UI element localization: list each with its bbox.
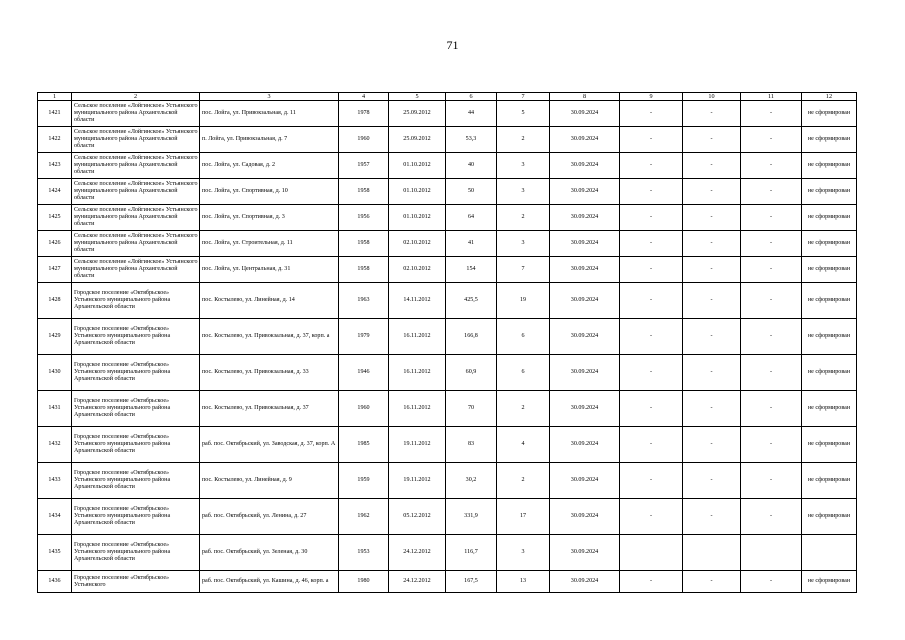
cell-col-9: - (620, 127, 683, 153)
cell-address: пос. Лойга, ул. Строительная, д. 11 (200, 231, 339, 257)
cell-area: 154 (446, 257, 497, 283)
cell-col-10: - (683, 179, 741, 205)
cell-col-11: - (741, 205, 802, 231)
table-row (38, 101, 857, 127)
cell-col-10: - (683, 391, 741, 427)
cell-status: не сформирован (802, 391, 857, 427)
table-row (38, 463, 857, 499)
cell-settlement-name: Сельское поселение «Лойгинское» Устьянского муниципального района Архангельской области (72, 179, 200, 205)
cell-col-11: - (741, 231, 802, 257)
cell-settlement-name: Городское поселение «Октябрьское» Устьянского муниципального района Архангельской области (72, 499, 200, 535)
cell-settlement-name: Городское поселение «Октябрьское» Устьянского муниципального района Архангельской области (72, 391, 200, 427)
column-number-row (38, 93, 857, 101)
cell-build-year: 1980 (339, 571, 389, 593)
cell-status: не сформирован (802, 355, 857, 391)
cell-deadline: 30.09.2024 (550, 257, 620, 283)
cell-area: 41 (446, 231, 497, 257)
cell-date: 01.10.2012 (389, 205, 446, 231)
table-row (38, 127, 857, 153)
cell-settlement-name: Городское поселение «Октябрьское» Устьянского муниципального района Архангельской области (72, 427, 200, 463)
table-row (38, 355, 857, 391)
cell-col-9: - (620, 231, 683, 257)
cell-deadline: 30.09.2024 (550, 101, 620, 127)
cell-col-11: - (741, 101, 802, 127)
column-header-6: 6 (446, 93, 497, 101)
cell-area: 30,2 (446, 463, 497, 499)
cell-build-year: 1953 (339, 535, 389, 571)
cell-count: 2 (497, 205, 550, 231)
cell-col-11: - (741, 257, 802, 283)
cell-row-number: 1429 (38, 319, 72, 355)
cell-area: 60,9 (446, 355, 497, 391)
table-row (38, 499, 857, 535)
cell-row-number: 1425 (38, 205, 72, 231)
cell-col-10: - (683, 499, 741, 535)
table-row (38, 257, 857, 283)
cell-row-number: 1434 (38, 499, 72, 535)
cell-settlement-name: Городское поселение «Октябрьское» Устьянского муниципального района Архангельской области (72, 535, 200, 571)
cell-col-10: - (683, 319, 741, 355)
cell-col-11: - (741, 463, 802, 499)
cell-deadline: 30.09.2024 (550, 319, 620, 355)
cell-build-year: 1960 (339, 127, 389, 153)
column-header-5: 5 (389, 93, 446, 101)
cell-count: 6 (497, 319, 550, 355)
cell-address: раб. пос. Октябрьский, ул. Кашина, д. 46, корп. а (200, 571, 339, 593)
cell-col-11: - (741, 355, 802, 391)
table-row (38, 153, 857, 179)
column-header-10: 10 (683, 93, 741, 101)
cell-settlement-name: Городское поселение «Октябрьское» Устьянского муниципального района Архангельской области (72, 463, 200, 499)
column-header-12: 12 (802, 93, 857, 101)
cell-count: 17 (497, 499, 550, 535)
cell-status: не сформирован (802, 463, 857, 499)
cell-count: 3 (497, 153, 550, 179)
cell-deadline: 30.09.2024 (550, 283, 620, 319)
cell-status: не сформирован (802, 205, 857, 231)
cell-col-11: - (741, 319, 802, 355)
table-row (38, 391, 857, 427)
cell-status: не сформирован (802, 127, 857, 153)
cell-col-10: - (683, 205, 741, 231)
column-header-4: 4 (339, 93, 389, 101)
cell-date: 25.09.2012 (389, 127, 446, 153)
cell-address: пос. Костылево, ул. Привокзальная, д. 37, корп. а (200, 319, 339, 355)
cell-status: не сформирован (802, 179, 857, 205)
table-row (38, 571, 857, 593)
table-row (38, 427, 857, 463)
cell-address: раб. пос. Октябрьский, ул. Ленина, д. 27 (200, 499, 339, 535)
cell-count: 2 (497, 127, 550, 153)
cell-settlement-name: Сельское поселение «Лойгинское» Устьянского муниципального района Архангельской области (72, 153, 200, 179)
cell-count: 2 (497, 391, 550, 427)
cell-col-10: - (683, 283, 741, 319)
cell-area: 331,9 (446, 499, 497, 535)
cell-col-10: - (683, 231, 741, 257)
table-row (38, 205, 857, 231)
cell-build-year: 1946 (339, 355, 389, 391)
cell-status: не сформирован (802, 101, 857, 127)
cell-col-9: - (620, 427, 683, 463)
cell-area: 50 (446, 179, 497, 205)
cell-date: 16.11.2012 (389, 391, 446, 427)
cell-deadline: 30.09.2024 (550, 535, 620, 571)
cell-build-year: 1958 (339, 257, 389, 283)
cell-col-9: - (620, 355, 683, 391)
cell-row-number: 1421 (38, 101, 72, 127)
cell-col-11: - (741, 427, 802, 463)
cell-count: 13 (497, 571, 550, 593)
cell-date: 24.12.2012 (389, 535, 446, 571)
table-row (38, 535, 857, 571)
cell-address: п. Лойга, ул. Привокзальная, д. 7 (200, 127, 339, 153)
cell-settlement-name: Городское поселение «Октябрьское» Устьянского муниципального района Архангельской области (72, 355, 200, 391)
cell-date: 16.11.2012 (389, 355, 446, 391)
cell-settlement-name: Сельское поселение «Лойгинское» Устьянского муниципального района Архангельской области (72, 127, 200, 153)
cell-deadline: 30.09.2024 (550, 231, 620, 257)
cell-deadline: 30.09.2024 (550, 391, 620, 427)
cell-col-9: - (620, 571, 683, 593)
cell-deadline: 30.09.2024 (550, 499, 620, 535)
cell-status: не сформирован (802, 427, 857, 463)
cell-build-year: 1958 (339, 231, 389, 257)
cell-col-10: - (683, 257, 741, 283)
cell-row-number: 1435 (38, 535, 72, 571)
cell-col-9: - (620, 101, 683, 127)
cell-status: не сформирован (802, 257, 857, 283)
cell-date: 19.11.2012 (389, 463, 446, 499)
cell-col-9: - (620, 205, 683, 231)
cell-settlement-name: Сельское поселение «Лойгинское» Устьянского муниципального района Архангельской области (72, 257, 200, 283)
cell-status (802, 535, 857, 571)
cell-area: 44 (446, 101, 497, 127)
cell-area: 116,7 (446, 535, 497, 571)
cell-status: не сформирован (802, 153, 857, 179)
column-header-9: 9 (620, 93, 683, 101)
table-row (38, 319, 857, 355)
cell-address: пос. Лойга, ул. Центральная, д. 31 (200, 257, 339, 283)
cell-col-10: - (683, 571, 741, 593)
cell-col-9: - (620, 153, 683, 179)
column-header-11: 11 (741, 93, 802, 101)
cell-deadline: 30.09.2024 (550, 427, 620, 463)
cell-date: 14.11.2012 (389, 283, 446, 319)
cell-col-9 (620, 535, 683, 571)
table-row (38, 179, 857, 205)
cell-build-year: 1956 (339, 205, 389, 231)
cell-count: 2 (497, 463, 550, 499)
cell-address: пос. Костылево, ул. Линейная, д. 9 (200, 463, 339, 499)
table-row (38, 231, 857, 257)
cell-date: 19.11.2012 (389, 427, 446, 463)
cell-col-10: - (683, 153, 741, 179)
cell-col-11: - (741, 283, 802, 319)
cell-area: 83 (446, 427, 497, 463)
cell-col-11: - (741, 499, 802, 535)
cell-deadline: 30.09.2024 (550, 153, 620, 179)
cell-col-10: - (683, 355, 741, 391)
register-table (37, 92, 857, 593)
column-header-7: 7 (497, 93, 550, 101)
column-header-2: 2 (72, 93, 200, 101)
cell-date: 01.10.2012 (389, 179, 446, 205)
cell-row-number: 1433 (38, 463, 72, 499)
cell-settlement-name: Городское поселение «Октябрьское» Устьянского (72, 571, 200, 593)
cell-build-year: 1985 (339, 427, 389, 463)
cell-col-9: - (620, 179, 683, 205)
cell-settlement-name: Городское поселение «Октябрьское» Устьянского муниципального района Архангельской области (72, 319, 200, 355)
cell-date: 02.10.2012 (389, 231, 446, 257)
cell-count: 19 (497, 283, 550, 319)
cell-address: пос. Костылево, ул. Линейная, д. 14 (200, 283, 339, 319)
cell-col-9: - (620, 319, 683, 355)
cell-build-year: 1958 (339, 179, 389, 205)
cell-date: 16.11.2012 (389, 319, 446, 355)
cell-date: 02.10.2012 (389, 257, 446, 283)
cell-count: 5 (497, 101, 550, 127)
cell-row-number: 1426 (38, 231, 72, 257)
cell-build-year: 1957 (339, 153, 389, 179)
cell-deadline: 30.09.2024 (550, 355, 620, 391)
cell-row-number: 1427 (38, 257, 72, 283)
cell-count: 7 (497, 257, 550, 283)
cell-build-year: 1959 (339, 463, 389, 499)
cell-area: 70 (446, 391, 497, 427)
cell-col-9: - (620, 257, 683, 283)
cell-area: 167,5 (446, 571, 497, 593)
cell-status: не сформирован (802, 499, 857, 535)
cell-deadline: 30.09.2024 (550, 127, 620, 153)
page-number: 71 (446, 38, 459, 52)
cell-address: пос. Лойга, ул. Спортивная, д. 10 (200, 179, 339, 205)
cell-deadline: 30.09.2024 (550, 463, 620, 499)
table-body (38, 101, 857, 593)
cell-area: 425,5 (446, 283, 497, 319)
cell-address: пос. Лойга, ул. Садовая, д. 2 (200, 153, 339, 179)
table-row (38, 283, 857, 319)
cell-row-number: 1436 (38, 571, 72, 593)
cell-row-number: 1422 (38, 127, 72, 153)
cell-count: 3 (497, 535, 550, 571)
cell-build-year: 1960 (339, 391, 389, 427)
cell-col-11: - (741, 391, 802, 427)
cell-address: пос. Лойга, ул. Привокзальная, д. 11 (200, 101, 339, 127)
cell-settlement-name: Городское поселение «Октябрьское» Устьянского муниципального района Архангельской области (72, 283, 200, 319)
cell-count: 4 (497, 427, 550, 463)
cell-date: 05.12.2012 (389, 499, 446, 535)
cell-area: 64 (446, 205, 497, 231)
cell-address: пос. Костылево, ул. Привокзальная, д. 33 (200, 355, 339, 391)
cell-address: раб. пос. Октябрьский, ул. Зеленая, д. 30 (200, 535, 339, 571)
cell-area: 40 (446, 153, 497, 179)
cell-build-year: 1962 (339, 499, 389, 535)
cell-date: 01.10.2012 (389, 153, 446, 179)
cell-row-number: 1423 (38, 153, 72, 179)
cell-col-11: - (741, 127, 802, 153)
cell-row-number: 1431 (38, 391, 72, 427)
cell-row-number: 1432 (38, 427, 72, 463)
cell-settlement-name: Сельское поселение «Лойгинское» Устьянского муниципального района Архангельской области (72, 205, 200, 231)
cell-status: не сформирован (802, 571, 857, 593)
cell-date: 24.12.2012 (389, 571, 446, 593)
cell-status: не сформирован (802, 319, 857, 355)
cell-row-number: 1428 (38, 283, 72, 319)
cell-count: 3 (497, 179, 550, 205)
cell-deadline: 30.09.2024 (550, 205, 620, 231)
cell-col-11: - (741, 179, 802, 205)
cell-address: пос. Лойга, ул. Спортивная, д. 3 (200, 205, 339, 231)
column-header-3: 3 (200, 93, 339, 101)
cell-build-year: 1963 (339, 283, 389, 319)
cell-row-number: 1430 (38, 355, 72, 391)
cell-col-11: - (741, 571, 802, 593)
cell-col-11 (741, 535, 802, 571)
cell-address: раб. пос. Октябрьский, ул. Заводская, д. 37, корп. А (200, 427, 339, 463)
column-header-1: 1 (38, 93, 72, 101)
cell-col-9: - (620, 499, 683, 535)
cell-row-number: 1424 (38, 179, 72, 205)
cell-col-10: - (683, 463, 741, 499)
cell-address: пос. Костылево, ул. Привокзальная, д. 37 (200, 391, 339, 427)
cell-area: 166,8 (446, 319, 497, 355)
cell-col-10: - (683, 101, 741, 127)
cell-col-9: - (620, 283, 683, 319)
cell-col-9: - (620, 391, 683, 427)
cell-deadline: 30.09.2024 (550, 179, 620, 205)
cell-area: 53,3 (446, 127, 497, 153)
column-header-8: 8 (550, 93, 620, 101)
cell-build-year: 1978 (339, 101, 389, 127)
cell-status: не сформирован (802, 231, 857, 257)
cell-date: 25.09.2012 (389, 101, 446, 127)
cell-settlement-name: Сельское поселение «Лойгинское» Устьянского муниципального района Архангельской области (72, 231, 200, 257)
cell-settlement-name: Сельское поселение «Лойгинское» Устьянского муниципального района Архангельской области (72, 101, 200, 127)
cell-build-year: 1979 (339, 319, 389, 355)
cell-count: 3 (497, 231, 550, 257)
cell-col-10: - (683, 427, 741, 463)
cell-status: не сформирован (802, 283, 857, 319)
cell-count: 6 (497, 355, 550, 391)
cell-col-9: - (620, 463, 683, 499)
cell-col-11: - (741, 153, 802, 179)
cell-col-10 (683, 535, 741, 571)
cell-col-10: - (683, 127, 741, 153)
cell-deadline: 30.09.2024 (550, 571, 620, 593)
